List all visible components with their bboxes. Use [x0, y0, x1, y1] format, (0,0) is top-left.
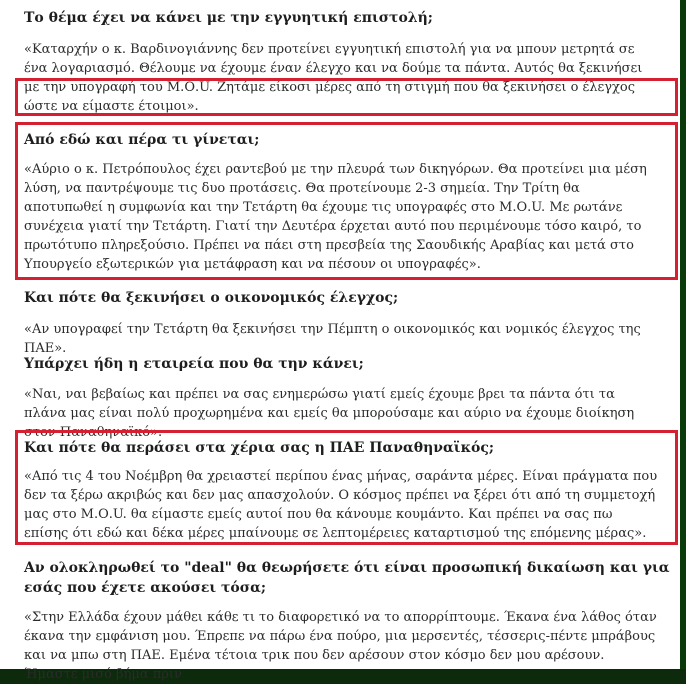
- question-5: Και πότε θα περάσει στα χέρια σας η ΠΑΕ Παναθηναϊκός;: [24, 440, 495, 456]
- answer-1: «Καταρχήν ο κ. Βαρδινογιάννης δεν προτείνει εγγυητική επιστολή για να μπουν μετρητά σε ένα λογαριασμό. Θέλουμε να έχουμε έναν έλεγχο και να δούμε τα πάντα. Αυτός θα ξεκινήσει με την υπογραφή του Μ.Ο.U. Ζητάμε είκοσι μέρες από τη στιγμή που θα ξεκινήσει ο έλεγχος ώστε να είμαστε έτοιμοι».: [24, 42, 643, 114]
- question-1: Το θέμα έχει να κάνει με την εγγυητική επιστολή;: [24, 10, 433, 26]
- answer-3: «Αν υπογραφεί την Τετάρτη θα ξεκινήσει την Πέμπτη ο οικονομικός και νομικός έλεγχος της ΠΑΕ».: [24, 322, 641, 356]
- question-6: Αν ολοκληρωθεί το "deal" θα θεωρήσετε ότι είναι προσωπική δικαίωση και για εσάς που έχετε ακούσει τόσα;: [24, 560, 670, 596]
- answer-2: «Αύριο ο κ. Πετρόπουλος έχει ραντεβού με την πλευρά των δικηγόρων. Θα προτείνει μια μέση λύση, να παντρέψουμε τις δυο προτάσεις. Θα προτείνουμε 2-3 σημεία. Την Τρίτη θα αποτυπωθεί η συμφωνία και την Τετάρτη θα έχουμε τις υπογραφές στο Μ.Ο.U. Με ρωτάνε συνέχεια γιατί την Τετάρτη. Γιατί την Δευτέρα έρχεται αυτό που περιμένουμε τόσο καιρό, το πρωτότυπο πληρεξούσιο. Πρέπει να πάει στη πρεσβεία της Σαουδικής Αραβίας και μετά στο Υπουργείο εξωτερικών για μετάφραση και να πέσουν οι υπογραφές».: [24, 162, 647, 272]
- answer-5: «Από τις 4 του Νοέμβρη θα χρειαστεί περίπου ένας μήνας, σαράντα μέρες. Είναι πράγματα που δεν τα ξέρω ακριβώς και δεν μας απασχολούν. Ο κόσμος πρέπει να ξέρει ότι από τη συμμετοχή μας στο Μ.Ο.U. θα είμαστε εμείς αυτοί που θα κάνουμε κουμάντο. Και πρέπει να σας πω επίσης ότι εδώ και δέκα μέρες μπαίνουμε σε λεπτομέρειες καταρτισμού της επόμενης μέρας».: [24, 469, 658, 541]
- question-4: Υπάρχει ήδη η εταιρεία που θα την κάνει;: [24, 356, 364, 372]
- answer-4: «Ναι, ναι βεβαίως και πρέπει να σας ενημερώσω γιατί εμείς έχουμε βρει τα πάντα ότι τα πλάνα μας είναι πολύ προχωρημένα και εμείς θα μπορούσαμε και αύριο να έχουμε διοίκηση στον Παναθηναϊκό».: [24, 387, 635, 440]
- page-edge: [680, 0, 686, 669]
- answer-6: «Στην Ελλάδα έχουν μάθει κάθε τι το διαφορετικό να το απορρίπτουμε. Έκανα ένα λάθος όταν έκανα την εμφάνιση μου. Έπρεπε να πάρω ένα πούρο, μια μερσεντές, τέσσερις-πέντε μπράβους και να μπω στη ΠΑΕ. Εμένα τέτοια τρικ που δεν αρέσουν στον κόσμο δεν μου αρέσουν. Ήμαστε μισό βήμα πριν: [24, 610, 657, 682]
- question-2: Από εδώ και πέρα τι γίνεται;: [24, 132, 260, 148]
- question-3: Και πότε θα ξεκινήσει ο οικονομικός έλεγχος;: [24, 290, 399, 306]
